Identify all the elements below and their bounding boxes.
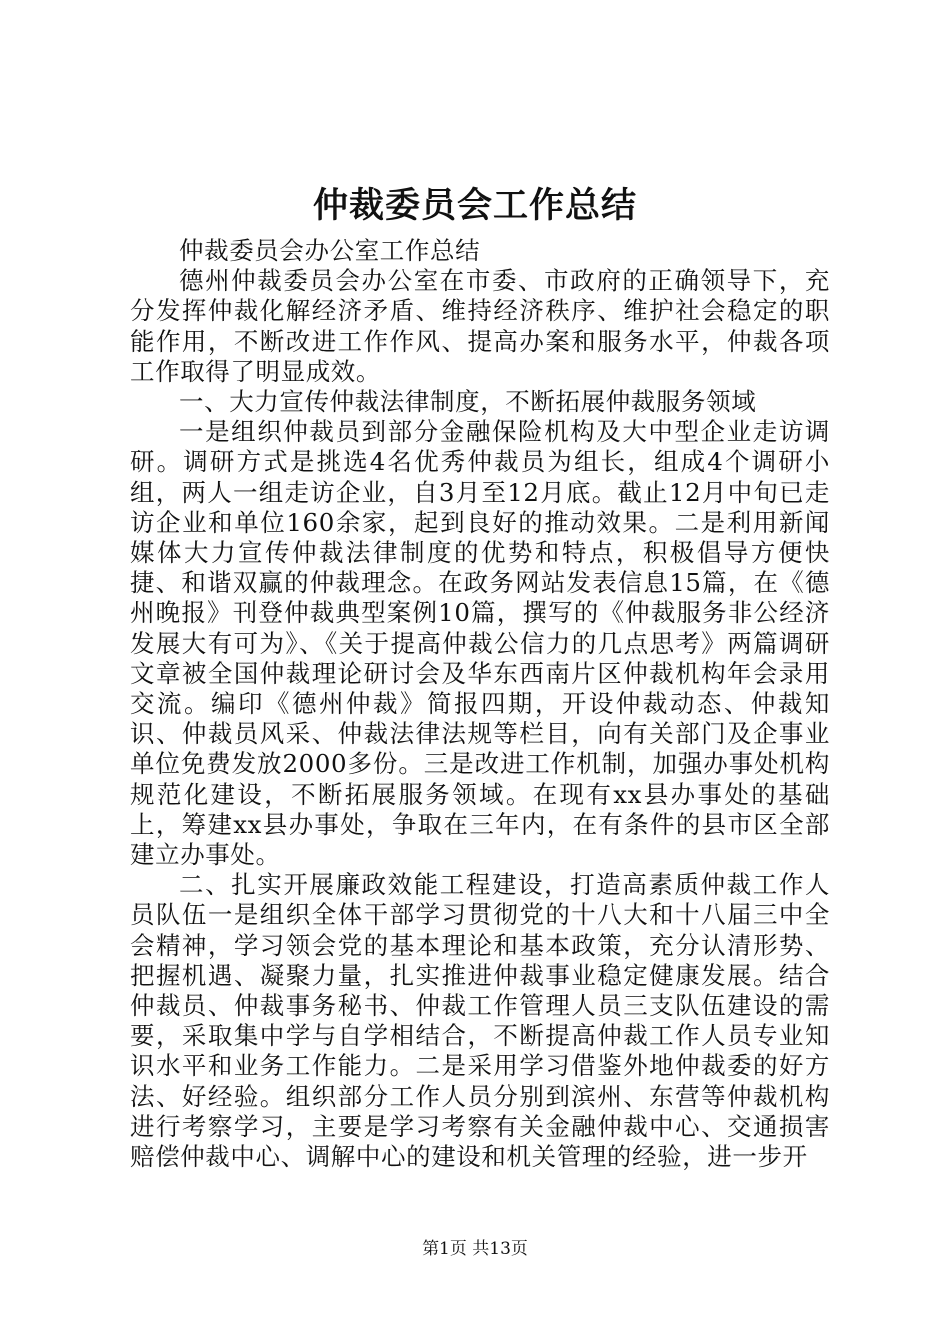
document-title: 仲裁委员会工作总结 xyxy=(312,185,637,226)
paragraph-section-1: 一是组织仲裁员到部分金融保险机构及大中型企业走访调研。调研方式是挑选4名优秀仲裁员为组长，组成4个调研小组，两人一组走访企业，自3月至12月底。截止12月中旬已走访企业和单位160余家，起到良好的推动效果。二是利用新闻媒体大力宣传仲裁法律制度的优势和特点，积极倡导方便快捷、和谐双赢的仲裁理念。在政务网站发表信息15篇，在《德州晚报》刊登仲裁典型案例10篇，撰写的《仲裁服务非公经济发展大有可为》、《关于提高仲裁公信力的几点思考》两篇调研文章被全国仲裁理论研讨会及华东西南片区仲裁机构年会录用交流。编印《德州仲裁》简报四期，开设仲裁动态、仲裁知识、仲裁员风采、仲裁法律法规等栏目，向有关部门及企事业单位免费发放2000多份。三是改进工作机制，加强办事处机构规范化建设，不断拓展服务领域。在现有xx县办事处的基础上，筹建xx县办事处，争取在三年内，在有条件的县市区全部建立办事处。 xyxy=(130,417,830,870)
document-body xyxy=(130,236,830,1172)
paragraph-intro: 德州仲裁委员会办公室在市委、市政府的正确领导下，充分发挥仲裁化解经济矛盾、维持经济秩序、维护社会稳定的职能作用，不断改进工作作风、提高办案和服务水平，仲裁各项工作取得了明显成效。 xyxy=(130,266,830,386)
paragraph-section-2: 二、扎实开展廉政效能工程建设，打造高素质仲裁工作人员队伍一是组织全体干部学习贯彻党的十八大和十八届三中全会精神，学习领会党的基本理论和基本政策，充分认清形势、把握机遇、凝聚力量，扎实推进仲裁事业稳定健康发展。结合仲裁员、仲裁事务秘书、仲裁工作管理人员三支队伍建设的需要，采取集中学与自学相结合，不断提高仲裁工作人员专业知识水平和业务工作能力。二是采用学习借鉴外地仲裁委的好方法、好经验。组织部分工作人员分别到滨州、东营等仲裁机构进行考察学习，主要是学习考察有关金融仲裁中心、交通损害赔偿仲裁中心、调解中心的建设和机关管理的经验，进一步开 xyxy=(130,870,830,1172)
section-heading-1: 一、大力宣传仲裁法律制度，不断拓展仲裁服务领域 xyxy=(179,387,757,417)
paragraph-subtitle: 仲裁委员会办公室工作总结 xyxy=(179,236,481,265)
page-footer: 第1页 共13页 xyxy=(422,1239,528,1259)
